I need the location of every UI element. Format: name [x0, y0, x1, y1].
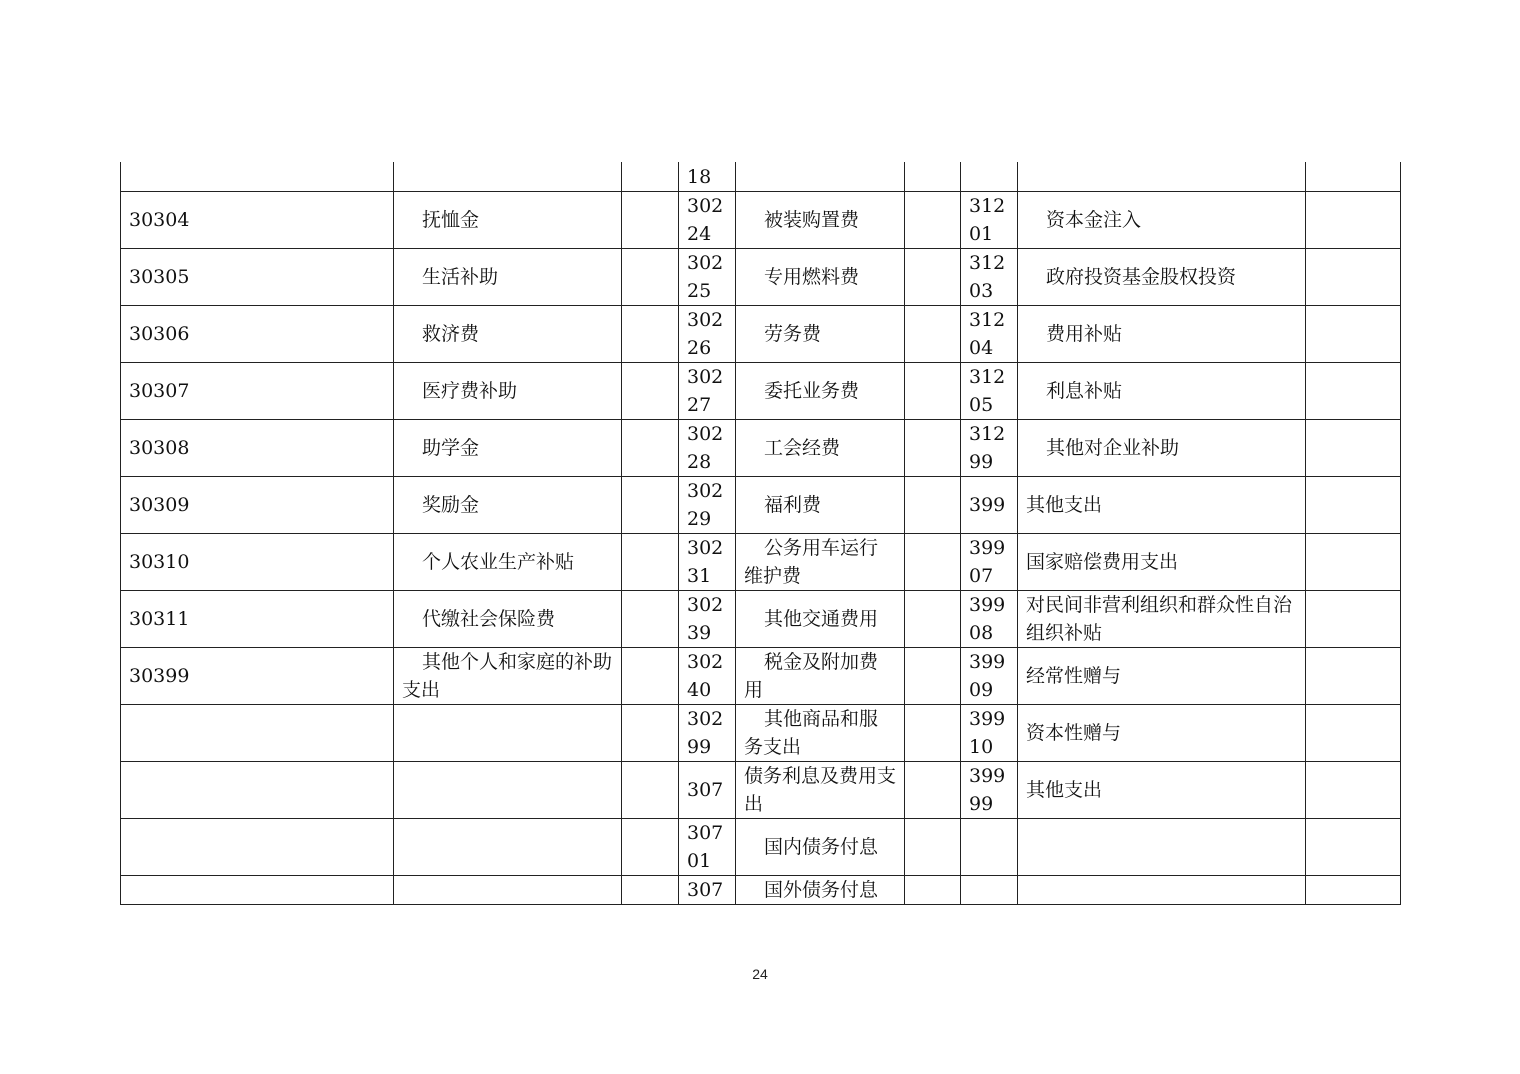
table-cell-c4: 30227	[679, 363, 736, 420]
table-cell-c7	[961, 819, 1018, 876]
table-cell-c4: 30231	[679, 534, 736, 591]
table-cell-c1: 30305	[121, 249, 394, 306]
table-row	[121, 705, 1401, 762]
table-cell-c8: 其他支出	[1018, 477, 1306, 534]
table-cell-c9	[1306, 648, 1401, 705]
table-cell-c9	[1306, 819, 1401, 876]
table-cell-c9	[1306, 534, 1401, 591]
page-number: 24	[752, 966, 768, 982]
table-cell-c5: 工会经费	[736, 420, 905, 477]
table-cell-c1	[121, 819, 394, 876]
table-cell-c6	[905, 420, 961, 477]
table-cell-c3	[622, 162, 679, 192]
table-cell-c6	[905, 162, 961, 192]
table-cell-c8: 资本性赠与	[1018, 705, 1306, 762]
table-cell-c7: 31203	[961, 249, 1018, 306]
table-cell-c2	[394, 705, 622, 762]
table-cell-c4: 18	[679, 162, 736, 192]
table-cell-c3	[622, 363, 679, 420]
table-cell-c2: 个人农业生产补贴	[394, 534, 622, 591]
table-cell-c4: 30239	[679, 591, 736, 648]
table-cell-c6	[905, 249, 961, 306]
table-cell-c9	[1306, 249, 1401, 306]
table-cell-c9	[1306, 363, 1401, 420]
table-cell-c1: 30309	[121, 477, 394, 534]
table-row	[121, 762, 1401, 819]
table-cell-c5: 劳务费	[736, 306, 905, 363]
table-cell-c4: 30225	[679, 249, 736, 306]
table-row	[121, 591, 1401, 648]
table-cell-c7: 39910	[961, 705, 1018, 762]
table-cell-c8: 利息补贴	[1018, 363, 1306, 420]
table-cell-c7: 39999	[961, 762, 1018, 819]
table-cell-c3	[622, 876, 679, 905]
table-cell-c6	[905, 876, 961, 905]
table-row	[121, 534, 1401, 591]
table-cell-c6	[905, 477, 961, 534]
table-cell-c9	[1306, 162, 1401, 192]
table-cell-c6	[905, 705, 961, 762]
table-cell-c3	[622, 420, 679, 477]
table-cell-c5: 福利费	[736, 477, 905, 534]
table-cell-c9	[1306, 762, 1401, 819]
table-cell-c2: 其他个人和家庭的补助支出	[394, 648, 622, 705]
table-cell-c7: 39908	[961, 591, 1018, 648]
table-cell-c9	[1306, 591, 1401, 648]
table-cell-c2	[394, 876, 622, 905]
table-cell-c3	[622, 477, 679, 534]
table-cell-c4: 30240	[679, 648, 736, 705]
table-cell-c7: 31299	[961, 420, 1018, 477]
table-cell-c2	[394, 762, 622, 819]
table-row	[121, 306, 1401, 363]
table-cell-c5: 公务用车运行维护费	[736, 534, 905, 591]
table-cell-c4: 30229	[679, 477, 736, 534]
table-cell-c3	[622, 648, 679, 705]
table-cell-c7	[961, 876, 1018, 905]
table-cell-c5: 税金及附加费用	[736, 648, 905, 705]
table-cell-c3	[622, 534, 679, 591]
table-cell-c8: 国家赔偿费用支出	[1018, 534, 1306, 591]
table-cell-c6	[905, 762, 961, 819]
table-cell-c5: 委托业务费	[736, 363, 905, 420]
table-cell-c3	[622, 591, 679, 648]
table-cell-c6	[905, 192, 961, 249]
table-row	[121, 477, 1401, 534]
table-cell-c1: 30310	[121, 534, 394, 591]
table-row	[121, 420, 1401, 477]
table-cell-c1: 30308	[121, 420, 394, 477]
table-body	[121, 162, 1401, 905]
table-cell-c9	[1306, 306, 1401, 363]
table-cell-c1: 30399	[121, 648, 394, 705]
table-row	[121, 876, 1401, 905]
table-cell-c5: 国外债务付息	[736, 876, 905, 905]
table-cell-c2	[394, 162, 622, 192]
table-cell-c9	[1306, 420, 1401, 477]
table-cell-c7: 31204	[961, 306, 1018, 363]
table-cell-c6	[905, 534, 961, 591]
table-cell-c7: 31201	[961, 192, 1018, 249]
table-cell-c1	[121, 162, 394, 192]
table-row	[121, 363, 1401, 420]
table-cell-c1: 30311	[121, 591, 394, 648]
table-cell-c8: 其他支出	[1018, 762, 1306, 819]
table-cell-c4: 30228	[679, 420, 736, 477]
table-cell-c5: 国内债务付息	[736, 819, 905, 876]
table-cell-c5	[736, 162, 905, 192]
table-cell-c4: 30701	[679, 819, 736, 876]
table-cell-c8	[1018, 162, 1306, 192]
table-row	[121, 249, 1401, 306]
table-cell-c3	[622, 249, 679, 306]
table-cell-c3	[622, 705, 679, 762]
table-cell-c6	[905, 306, 961, 363]
table-cell-c5: 专用燃料费	[736, 249, 905, 306]
table-cell-c3	[622, 306, 679, 363]
table-cell-c5: 其他商品和服务支出	[736, 705, 905, 762]
table-cell-c7: 399	[961, 477, 1018, 534]
table-cell-c5: 其他交通费用	[736, 591, 905, 648]
table-cell-c6	[905, 648, 961, 705]
table-cell-c2: 医疗费补助	[394, 363, 622, 420]
table-cell-c1	[121, 876, 394, 905]
table-cell-c8: 对民间非营利组织和群众性自治组织补贴	[1018, 591, 1306, 648]
table-cell-c2: 救济费	[394, 306, 622, 363]
table-cell-c6	[905, 363, 961, 420]
table-cell-c3	[622, 762, 679, 819]
table-row	[121, 192, 1401, 249]
table-cell-c8: 政府投资基金股权投资	[1018, 249, 1306, 306]
table-cell-c8: 经常性赠与	[1018, 648, 1306, 705]
table-cell-c9	[1306, 876, 1401, 905]
table-cell-c4: 307	[679, 762, 736, 819]
table-cell-c7	[961, 162, 1018, 192]
table-cell-c4: 30299	[679, 705, 736, 762]
budget-code-table	[120, 162, 1401, 905]
table-cell-c5: 被装购置费	[736, 192, 905, 249]
table-cell-c9	[1306, 477, 1401, 534]
table-cell-c5: 债务利息及费用支出	[736, 762, 905, 819]
table-row	[121, 162, 1401, 192]
table-cell-c7: 31205	[961, 363, 1018, 420]
table-cell-c1	[121, 705, 394, 762]
table-cell-c8: 其他对企业补助	[1018, 420, 1306, 477]
table-cell-c2: 抚恤金	[394, 192, 622, 249]
table-row	[121, 819, 1401, 876]
table-cell-c6	[905, 819, 961, 876]
table-cell-c8	[1018, 876, 1306, 905]
table-cell-c2: 助学金	[394, 420, 622, 477]
table-cell-c2: 生活补助	[394, 249, 622, 306]
table-cell-c9	[1306, 705, 1401, 762]
table-cell-c1: 30304	[121, 192, 394, 249]
table-cell-c2: 奖励金	[394, 477, 622, 534]
table-cell-c1	[121, 762, 394, 819]
table-cell-c2: 代缴社会保险费	[394, 591, 622, 648]
table-cell-c8: 资本金注入	[1018, 192, 1306, 249]
table-row	[121, 648, 1401, 705]
table-cell-c8	[1018, 819, 1306, 876]
table-cell-c7: 39907	[961, 534, 1018, 591]
table-cell-c6	[905, 591, 961, 648]
table-cell-c4: 30226	[679, 306, 736, 363]
table-cell-c3	[622, 192, 679, 249]
table-cell-c1: 30306	[121, 306, 394, 363]
table-cell-c4: 30224	[679, 192, 736, 249]
table-cell-c4: 307	[679, 876, 736, 905]
table-cell-c9	[1306, 192, 1401, 249]
table-cell-c8: 费用补贴	[1018, 306, 1306, 363]
table-cell-c2	[394, 819, 622, 876]
table-cell-c3	[622, 819, 679, 876]
table-cell-c1: 30307	[121, 363, 394, 420]
table-cell-c7: 39909	[961, 648, 1018, 705]
